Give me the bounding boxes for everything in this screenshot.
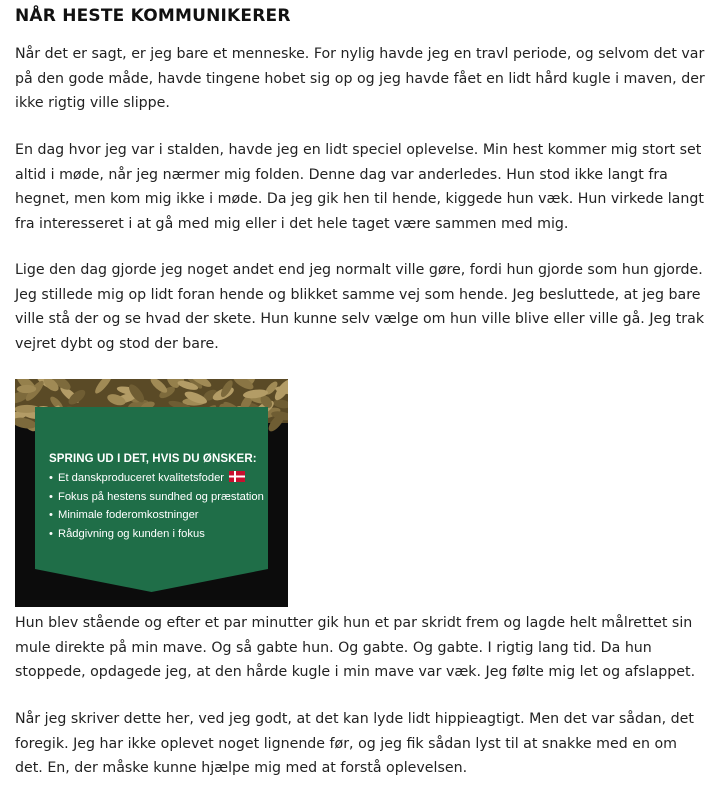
- ad-benefit-item: [49, 527, 264, 542]
- article-paragraph-1: Når det er sagt, er jeg bare et menneske. For nylig havde jeg en travl periode, og selvom det var på den gode måde, havde tingene hobet sig op og jeg havde fået en lidt hård kugle i maven, der ikke rigtig ville slippe.: [15, 46, 705, 111]
- article-paragraph-3: Lige den dag gjorde jeg noget andet end jeg normalt ville gøre, fordi hun gjorde som hun gjorde. Jeg stillede mig op lidt foran hende og blikket samme vej som hende. Jeg besluttede, at jeg bare ville stå der og se hvad der skete. Hun kunne selv vælge om hun ville blive eller ville gå. Jeg trak vejret dybt og stod der bare.: [15, 262, 705, 352]
- ad-title: SPRING UD I DET, HVIS DU ØNSKER:: [49, 453, 257, 465]
- article-heading: NÅR HESTE KOMMUNIKERER: [15, 6, 291, 26]
- ad-benefit-item: [49, 508, 264, 523]
- ad-benefit-label: Minimale foderomkostninger: [58, 509, 199, 521]
- feed-advertisement[interactable]: [15, 379, 288, 607]
- ad-benefit-label: Et danskproduceret kvalitetsfoder: [58, 472, 225, 484]
- ad-benefit-item: [49, 490, 264, 505]
- ad-benefit-label: Fokus på hestens sundhed og præstation: [58, 490, 264, 503]
- article-paragraph-4: Hun blev stående og efter et par minutter gik hun et par skridt frem og lagde helt målrettet sin mule direkte på min mave. Og så gabte hun. Og gabte. Og gabte. I rigtig lang tid. Da hun stoppede, opdagede jeg, at den hårde kugle i min mave var væk. Jeg følte mig let og afslappet.: [15, 615, 696, 680]
- danish-flag-icon: [229, 471, 245, 482]
- ad-benefits-list: [49, 471, 264, 541]
- article-paragraph-2: En dag hvor jeg var i stalden, havde jeg en lidt speciel oplevelse. Min hest kommer mig stort set altid i møde, når jeg nærmer mig folden. Denne dag var anderledes. Hun stod ikke langt fra hegnet, men kom mig ikke i møde. Da jeg gik hen til hende, kiggede hun væk. Hun virkede langt fra interesseret i at gå med mig eller i det hele taget være sammen med mig.: [15, 142, 704, 232]
- ad-benefit-item: [49, 471, 264, 486]
- ad-benefit-label: Rådgivning og kunden i fokus: [58, 527, 205, 540]
- article-paragraph-5: Når jeg skriver dette her, ved jeg godt, at det kan lyde lidt hippieagtigt. Men det var sådan, det foregik. Jeg har ikke oplevet noget lignende før, og jeg fik sådan lyst til at snakke med en om det. En, der måske kunne hjælpe mig med at forstå oplevelsen.: [15, 711, 694, 776]
